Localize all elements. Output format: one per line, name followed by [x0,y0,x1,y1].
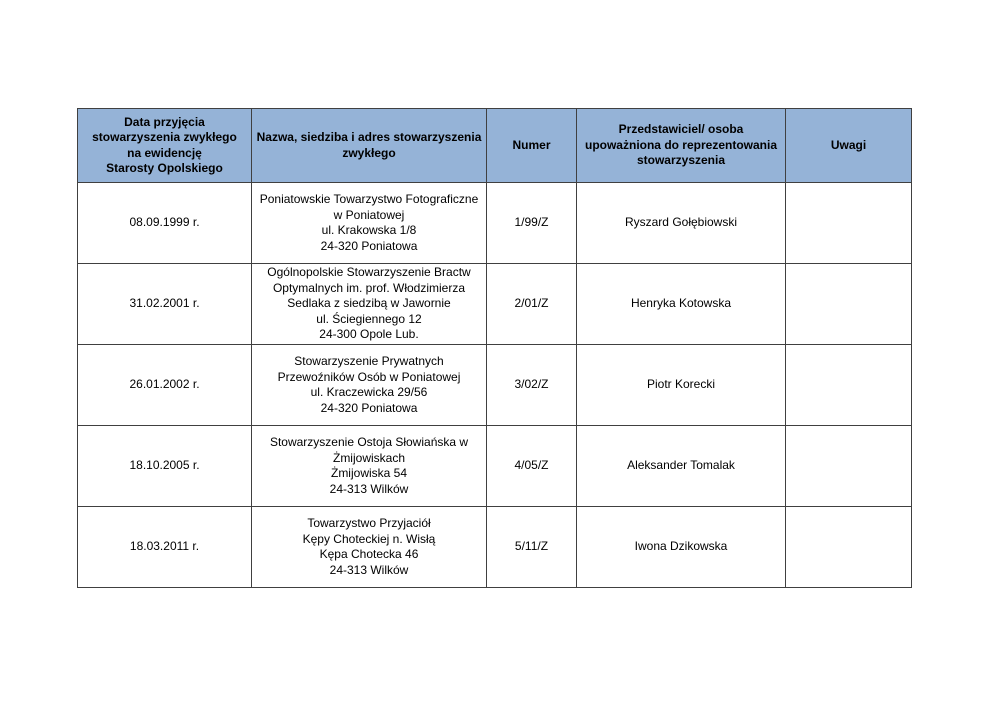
cell-name-address: Ogólnopolskie Stowarzyszenie Bractw Optymalnych im. prof. Włodzimierza Sedlaka z siedzibą w Jawornie ul. Ściegiennego 12 24-300 Opole Lub. [252,264,487,345]
cell-number: 5/11/Z [487,507,577,588]
cell-notes [786,345,912,426]
header-row [78,109,912,183]
cell-date: 18.03.2011 r. [78,507,252,588]
cell-notes [786,183,912,264]
header-number: Numer [487,109,577,183]
cell-number: 2/01/Z [487,264,577,345]
table-body [78,183,912,588]
cell-notes [786,426,912,507]
header-name-address: Nazwa, siedziba i adres stowarzyszenia zwykłego [252,109,487,183]
cell-date: 26.01.2002 r. [78,345,252,426]
cell-notes [786,507,912,588]
cell-name-address: Stowarzyszenie Prywatnych Przewoźników Osób w Poniatowej ul. Kraczewicka 29/56 24-320 Poniatowa [252,345,487,426]
cell-name-address: Towarzystwo Przyjaciół Kępy Choteckiej n. Wisłą Kępa Chotecka 46 24-313 Wilków [252,507,487,588]
table-header [78,109,912,183]
cell-date: 18.10.2005 r. [78,426,252,507]
associations-registry-table [77,108,912,588]
cell-date: 08.09.1999 r. [78,183,252,264]
cell-notes [786,264,912,345]
cell-name-address: Poniatowskie Towarzystwo Fotograficzne w Poniatowej ul. Krakowska 1/8 24-320 Poniatowa [252,183,487,264]
cell-representative: Piotr Korecki [577,345,786,426]
header-notes: Uwagi [786,109,912,183]
header-date: Data przyjęcia stowarzyszenia zwykłego na ewidencję Starosty Opolskiego [78,109,252,183]
cell-number: 1/99/Z [487,183,577,264]
table-row [78,426,912,507]
header-representative: Przedstawiciel/ osoba upoważniona do reprezentowania stowarzyszenia [577,109,786,183]
cell-number: 3/02/Z [487,345,577,426]
cell-date: 31.02.2001 r. [78,264,252,345]
table-row [78,345,912,426]
table-row [78,264,912,345]
cell-representative: Ryszard Gołębiowski [577,183,786,264]
cell-representative: Iwona Dzikowska [577,507,786,588]
cell-name-address: Stowarzyszenie Ostoja Słowiańska w Żmijowiskach Żmijowiska 54 24-313 Wilków [252,426,487,507]
cell-number: 4/05/Z [487,426,577,507]
cell-representative: Henryka Kotowska [577,264,786,345]
table-row [78,507,912,588]
cell-representative: Aleksander Tomalak [577,426,786,507]
table-row [78,183,912,264]
